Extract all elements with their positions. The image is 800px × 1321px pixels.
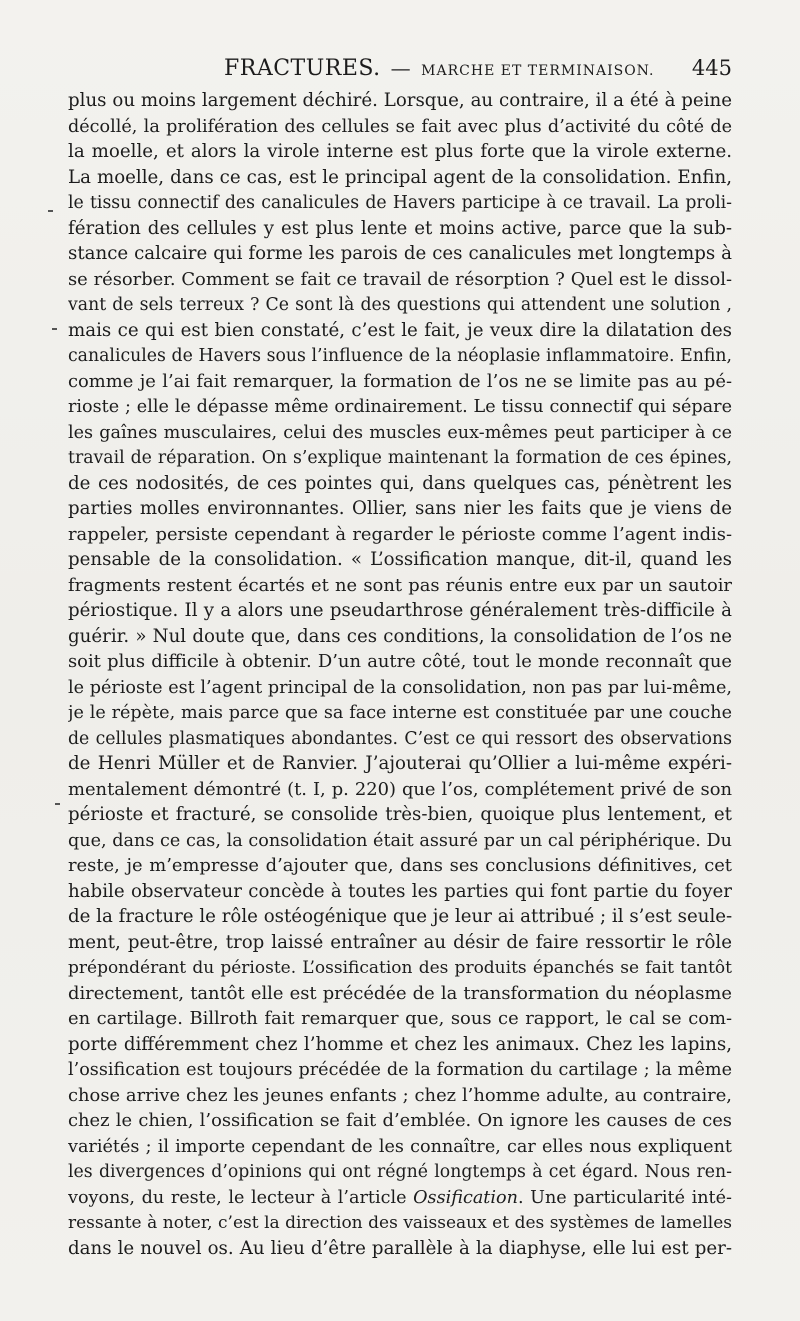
text-line: variétés ; il importe cependant de les connaître, car elles nous expliquent [68, 1136, 732, 1157]
margin-mark [52, 328, 57, 330]
text-line: dans le nouvel os. Au lieu d’être parallèle à la diaphyse, elle lui est per- [68, 1237, 732, 1259]
text-line: de ces nodosités, de ces pointes qui, dans quelques cas, pénètrent les [68, 472, 732, 494]
text-line: guérir. » Nul doute que, dans ces conditions, la consolidation de l’os ne [68, 625, 732, 647]
text-line: la moelle, et alors la virole interne est plus forte que la virole externe. [68, 141, 732, 162]
text-line: de la fracture le rôle ostéogénique que je leur ai attribué ; il s’est seule- [68, 906, 732, 927]
text-line: fragments restent écartés et ne sont pas réunis entre eux par un sautoir [68, 574, 732, 596]
text-line: mais ce qui est bien constaté, c’est le fait, je veux dire la dilatation des [68, 319, 732, 341]
margin-mark [48, 210, 53, 212]
text-line: fération des cellules y est plus lente et moins active, parce que la sub- [68, 217, 732, 239]
text-line: périoste et fracturé, se consolide très-bien, quoique plus lentement, et [68, 804, 732, 825]
text-line: travail de réparation. On s’explique maintenant la formation de ces épines, [68, 448, 732, 468]
text-line: stance calcaire qui forme les parois de ces canalicules met longtemps à [68, 243, 732, 264]
text-line: canalicules de Havers sous l’influence de la néoplasie inflammatoire. Enfin, [68, 346, 732, 366]
text-line: en cartilage. Billroth fait remarquer que, sous ce rapport, le cal se com- [68, 1008, 732, 1029]
margin-mark [55, 803, 60, 805]
text-line: porte différemment chez l’homme et chez les animaux. Chez les lapins, [68, 1033, 732, 1055]
text-line: habile observateur concède à toutes les parties qui font partie du foyer [68, 880, 732, 902]
text-line: prépondérant du périoste. L’ossification des produits épanchés se fait tantôt [68, 958, 732, 978]
text-line: plus ou moins largement déchiré. Lorsque, au contraire, il a été à peine [68, 90, 732, 111]
text-line: de Henri Müller et de Ranvier. J’ajouterai qu’Ollier a lui-même expéri- [68, 753, 732, 774]
text-line: directement, tantôt elle est précédée de la transformation du néoplasme [68, 982, 732, 1004]
text-line: décollé, la prolifération des cellules se fait avec plus d’activité du côté de [68, 116, 732, 137]
text-line: les gaînes musculaires, celui des muscles eux-mêmes peut participer à ce [68, 422, 732, 443]
running-title [224, 56, 654, 81]
text-line: le tissu connectif des canalicules de Havers participe à ce travail. La proli- [68, 193, 732, 213]
chapter-title: FRACTURES. [224, 56, 381, 81]
text-line: chose arrive chez les jeunes enfants ; chez l’homme adulte, au contraire, [68, 1084, 732, 1106]
text-line: reste, je m’empresse d’ajouter que, dans ses conclusions définitives, cet [68, 855, 732, 876]
text-line: voyons, du reste, le lecteur à l’article Ossification. Une particularité inté- [68, 1187, 732, 1208]
text-line: parties molles environnantes. Ollier, sans nier les faits que je viens de [68, 498, 732, 519]
text-line: l’ossification est toujours précédée de la formation du cartilage ; la même [68, 1060, 732, 1080]
text-line: périostique. Il y a alors une pseudarthrose généralement très-difficile à [68, 600, 732, 621]
text-line: comme je l’ai fait remarquer, la formation de l’os ne se limite pas au pé- [68, 370, 732, 392]
text-line: chez le chien, l’ossification se fait d’emblée. On ignore les causes de ces [68, 1110, 732, 1131]
text-line: mentalement démontré (t. I, p. 220) que l’os, complétement privé de son [68, 778, 732, 800]
text-line: rappeler, persiste cependant à regarder le périoste comme l’agent indis- [68, 523, 732, 545]
text-line: rioste ; elle le dépasse même ordinairement. Le tissu connectif qui sépare [68, 397, 732, 417]
text-line: le périoste est l’agent principal de la consolidation, non pas par lui-même, [68, 677, 732, 698]
text-line: pensable de la consolidation. « L’ossification manque, dit-il, quand les [68, 549, 732, 570]
section-title: MARCHE ET TERMINAISON. [421, 63, 655, 79]
text-line: ment, peut-être, trop laissé entraîner au désir de faire ressortir le rôle [68, 931, 732, 953]
running-header [68, 56, 732, 84]
text-line: vant de sels terreux ? Ce sont là des questions qui attendent une solution , [68, 295, 732, 315]
text-line: de cellules plasmatiques abondantes. C’est ce qui ressort des observations [68, 728, 732, 749]
text-line: les divergences d’opinions qui ont régné longtemps à cet égard. Nous ren- [68, 1162, 732, 1182]
body-paragraph [68, 88, 732, 1261]
text-line: je le répète, mais parce que sa face interne est constituée par une couche [68, 703, 732, 723]
text-line: ressante à noter, c’est la direction des vaisseaux et des systèmes de lamelles [68, 1213, 732, 1233]
text-line: soit plus difficile à obtenir. D’un autre côté, tout le monde reconnaît que [68, 651, 732, 672]
text-line: que, dans ce cas, la consolidation était assuré par un cal périphérique. Du [68, 830, 732, 851]
text-line: se résorber. Comment se fait ce travail de résorption ? Quel est le dissol- [68, 268, 732, 290]
title-dash: — [390, 56, 412, 80]
text-line: La moelle, dans ce cas, est le principal agent de la consolidation. Enfin, [68, 166, 732, 188]
page-number: 445 [691, 56, 732, 80]
